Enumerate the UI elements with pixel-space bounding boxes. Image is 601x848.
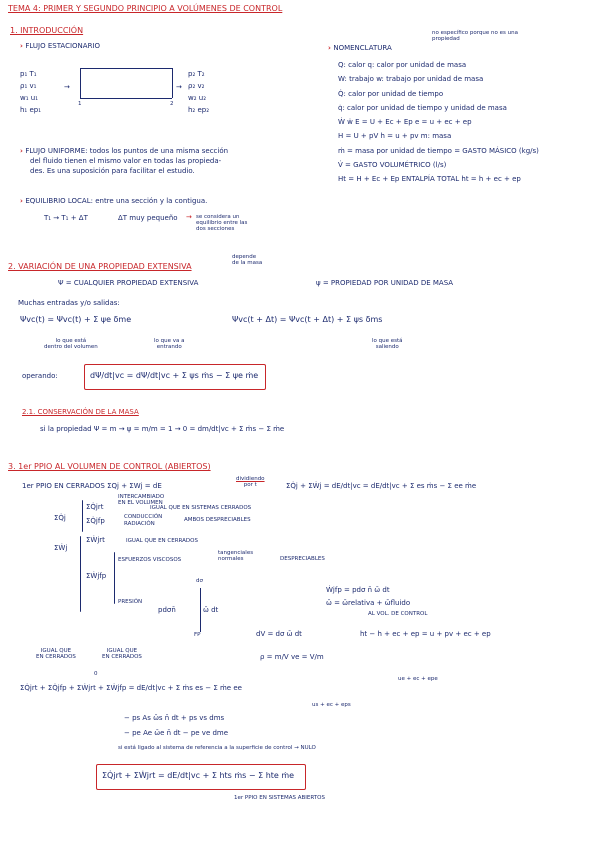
wdt-label: ω̄ dt: [203, 606, 219, 614]
heading-note-line: de la masa: [232, 260, 263, 266]
mass-conservation-eq: si la propiedad Ψ = m → ψ = m/m = 1 → 0 = dm/dt|vc + Σ ṁs − Σ ṁe: [40, 425, 285, 433]
nomen-item: H = U + pV h = u + pv m: masa: [338, 132, 452, 141]
dv-equation: dV = dσ ω̄ dt: [256, 630, 302, 638]
tube-left-row: ρ₁ v₁: [20, 82, 37, 90]
w-rt: ΣẆjrt: [86, 536, 105, 544]
dividiendo-top: dividiendo: [236, 476, 265, 482]
eq-local-note-line: se considera un: [196, 214, 240, 220]
tube-right-row: w₂ u₂: [188, 94, 206, 102]
nomen-item: Q: calor q: calor por unidad de masa: [338, 61, 467, 69]
w-presion: PRESIÓN: [118, 599, 143, 605]
energy-balance-eq: ΣQ̇jrt + ΣQ̇jfp + ΣẆjrt + ΣẆjfp = dE/dt|vc + Σ ṁs es − Σ ṁe ee: [20, 684, 242, 692]
nomen-item: ṁ = masa por unidad de tiempo = GASTO MÁSICO (kg/s): [338, 146, 539, 155]
q-note-line: INTERCAMBIADO: [118, 494, 165, 500]
label-line: dentro del volumen: [44, 344, 98, 350]
dsigma-label: dσ: [196, 578, 203, 584]
q-note-line: EN EL VOLUMEN: [118, 500, 163, 506]
q-igual-note: IGUAL QUE EN SISTEMAS CERRADOS: [150, 505, 252, 511]
label-line: entrando: [156, 344, 182, 350]
q-conduccion: CONDUCCIÓN: [124, 514, 163, 520]
psi-lower-def: ψ = PROPIEDAD POR UNIDAD DE MASA: [316, 279, 454, 287]
uniforme-line: del fluido tienen el mismo valor en todas las propieda-: [30, 157, 222, 165]
psi-eq-right: Ψvc(t + Δt) = Ψvc(t + Δt) + Σ ψs δms: [232, 315, 383, 324]
tube-left-props: [20, 68, 41, 116]
eq-local-dt: ΔT muy pequeño: [118, 214, 178, 222]
nomenclatura-heading: › NOMENCLATURA: [328, 44, 392, 52]
flujo-estacionario: › FLUJO ESTACIONARIO: [20, 42, 100, 50]
q-sum-label: ΣQ̇j: [54, 514, 66, 522]
eq-local-note-line: equilibrio entre las: [196, 220, 248, 226]
q-radiacion: RADIACIÓN: [124, 521, 155, 527]
tube-right-row: p₂ T₂: [188, 70, 205, 78]
nomen-item: Ẇ ẇ E = U + Ec + Ep e = u + ec + ep: [338, 118, 472, 127]
flujo-uniforme: [20, 146, 228, 156]
eq-local-note-line: dos secciones: [196, 226, 235, 232]
eq-local-note: [196, 214, 247, 232]
w-brace: [80, 536, 81, 612]
wfp-equation: Ẇjfp = pdσ n̄ ω̄ dt: [326, 586, 390, 594]
control-surface-line: [200, 588, 201, 632]
psi-eq-left: Ψvc(t) = Ψvc(t) + Σ ψe δme: [20, 315, 132, 324]
label-line: lo que está: [55, 338, 87, 344]
flow-work-out: − ps As ω̄s n̄ dt + ps vs dms: [124, 714, 225, 722]
zero-mark: 0: [94, 671, 98, 677]
label-entrando: [154, 338, 185, 350]
pdsn-label: pdσn̄: [158, 606, 176, 614]
igual-line: EN CERRADOS: [36, 654, 76, 660]
nomenclatura-list: [338, 58, 539, 187]
w-tangenciales: [218, 550, 253, 562]
q-brace: [82, 500, 83, 532]
nomen-item: Ht = H + Ec + Ep ENTALPÍA TOTAL ht = h + ec + ep: [338, 175, 521, 184]
igual-line: EN CERRADOS: [102, 654, 142, 660]
fp-label: FP: [194, 632, 201, 638]
eq-local-temp: T₁ → T₁ + ΔT: [44, 214, 88, 222]
tube-left-row: p₁ T₁: [20, 70, 37, 78]
heading-note-line: depende: [232, 254, 257, 260]
section-2-line: [172, 68, 173, 98]
label-line: saliendo: [375, 344, 399, 350]
inlet-arrow-icon: →: [64, 83, 70, 91]
igual-cerrados-2: [102, 648, 142, 660]
nomen-item: V̇ = GASTO VOLUMÉTRICO (l/s): [338, 161, 447, 170]
section-1-number: 1: [78, 101, 82, 107]
dividiendo-note: [236, 476, 265, 488]
igual-line: IGUAL QUE: [106, 648, 138, 654]
section-2-heading-note: [232, 254, 262, 266]
section-1-heading: 1. INTRODUCCIÓN: [10, 26, 84, 35]
q-rt: ΣQ̇jrt: [86, 503, 104, 511]
section-2-heading: 2. VARIACIÓN DE UNA PROPIEDAD EXTENSIVA: [8, 262, 192, 271]
tube-right-row: h₂ ep₂: [188, 106, 210, 114]
w-despreciables: DESPRECIABLES: [280, 556, 325, 562]
label-line: lo que va a: [154, 338, 185, 344]
section-2-number: 2: [170, 101, 174, 107]
final-note: 1er PPIO EN SISTEMAS ABIERTOS: [234, 795, 325, 801]
rho-equation: ρ = m/V ve = V/m: [260, 653, 324, 661]
ht-equation: ht − h + ec + ep = u + pv + ec + ep: [360, 630, 491, 638]
tube-right-row: ρ₂ v₂: [188, 82, 205, 90]
uniforme-line: FLUJO UNIFORME: todos los puntos de una misma sección: [25, 147, 229, 155]
nomen-item: W: trabajo w: trabajo por unidad de masa: [338, 75, 484, 84]
w-vector-eq: ω̄ = ω̄relativa + ω̄fluido: [326, 599, 411, 607]
equilibrio-local: › EQUILIBRIO LOCAL: entre una sección y la contigua.: [20, 197, 207, 205]
uniforme-line: des. Es una suposición para facilitar el estudio.: [30, 167, 195, 175]
label-saliendo: [372, 338, 403, 350]
tube-left-row: h₁ ep₁: [20, 106, 42, 114]
w-fp-brace: [114, 552, 115, 604]
tube-top-wall: [80, 68, 172, 69]
us-note: us + ec + eps: [312, 702, 351, 708]
ppio-open-eq: ΣQ̇j + ΣẆj = dE/dt|vc = dE/dt|vc + Σ es ṁs − Σ ee ṁe: [286, 482, 477, 490]
section-3-heading: 3. 1er PPIO AL VOLUMEN DE CONTROL (ABIERTOS): [8, 462, 211, 471]
dividiendo-bot: por t: [243, 482, 257, 488]
q-ambos: AMBOS DESPRECIABLES: [184, 517, 251, 523]
igual-line: IGUAL QUE: [40, 648, 72, 654]
w-esfuerzos: ESFUERZOS VISCOSOS: [118, 557, 182, 563]
boxed-equation: dΨ/dt|vc = dΨ/dt|vc + Σ ψs ṁs − Σ ψe ṁe: [90, 371, 259, 380]
psi-capital-def: Ψ = CUALQUIER PROPIEDAD EXTENSIVA: [58, 279, 199, 287]
w-sum-label: ΣẆj: [54, 544, 68, 552]
flow-work-in: − pe Ae ω̄e n̄ dt − pe ve dme: [124, 729, 229, 737]
final-equation: ΣQ̇jrt + ΣẆjrt = dE/dt|vc + Σ hts ṁs − Σ hte ṁe: [102, 771, 295, 780]
label-dentro: [44, 338, 98, 350]
implies-arrow-icon: →: [186, 213, 192, 221]
w-rt-note: IGUAL QUE EN CERRADOS: [126, 538, 198, 544]
tube-right-props: [188, 68, 209, 116]
flujo-uniforme-cont: [30, 156, 221, 176]
w-tang-line: tangenciales: [218, 550, 254, 556]
tube-left-row: w₁ u₁: [20, 94, 38, 102]
q-fp: ΣQ̇jfp: [86, 517, 105, 525]
ligado-note: si está ligado al sistema de referencia a la superficie de control → NULO: [118, 745, 316, 751]
w-tang-line: normales: [218, 556, 244, 562]
nomen-item: q̇: calor por unidad de tiempo y unidad de masa: [338, 103, 507, 112]
muchas-entradas: Muchas entradas y/o salidas:: [18, 299, 120, 307]
ppio-cerrados: 1er PPIO EN CERRADOS ΣQj + ΣWj = dE: [22, 482, 162, 490]
nomenclatura-note: no específico porque no es una propiedad: [432, 30, 518, 42]
subsection-2-1: 2.1. CONSERVACIÓN DE LA MASA: [22, 408, 139, 416]
label-line: lo que está: [372, 338, 403, 344]
tube-bottom-wall: [80, 98, 172, 99]
operando-label: operando:: [22, 372, 58, 380]
igual-cerrados-1: [36, 648, 76, 660]
section-1-line: [80, 68, 81, 98]
w-vector-note: AL VOL. DE CONTROL: [368, 611, 428, 617]
outlet-arrow-icon: →: [176, 83, 182, 91]
ue-note: ue + ec + epe: [398, 676, 438, 682]
page-title: TEMA 4: PRIMER Y SEGUNDO PRINCIPIO A VOLÚMENES DE CONTROL: [8, 4, 283, 13]
w-fp: ΣẆjfp: [86, 572, 107, 580]
nomen-item: Q̇: calor por unidad de tiempo: [338, 89, 444, 98]
